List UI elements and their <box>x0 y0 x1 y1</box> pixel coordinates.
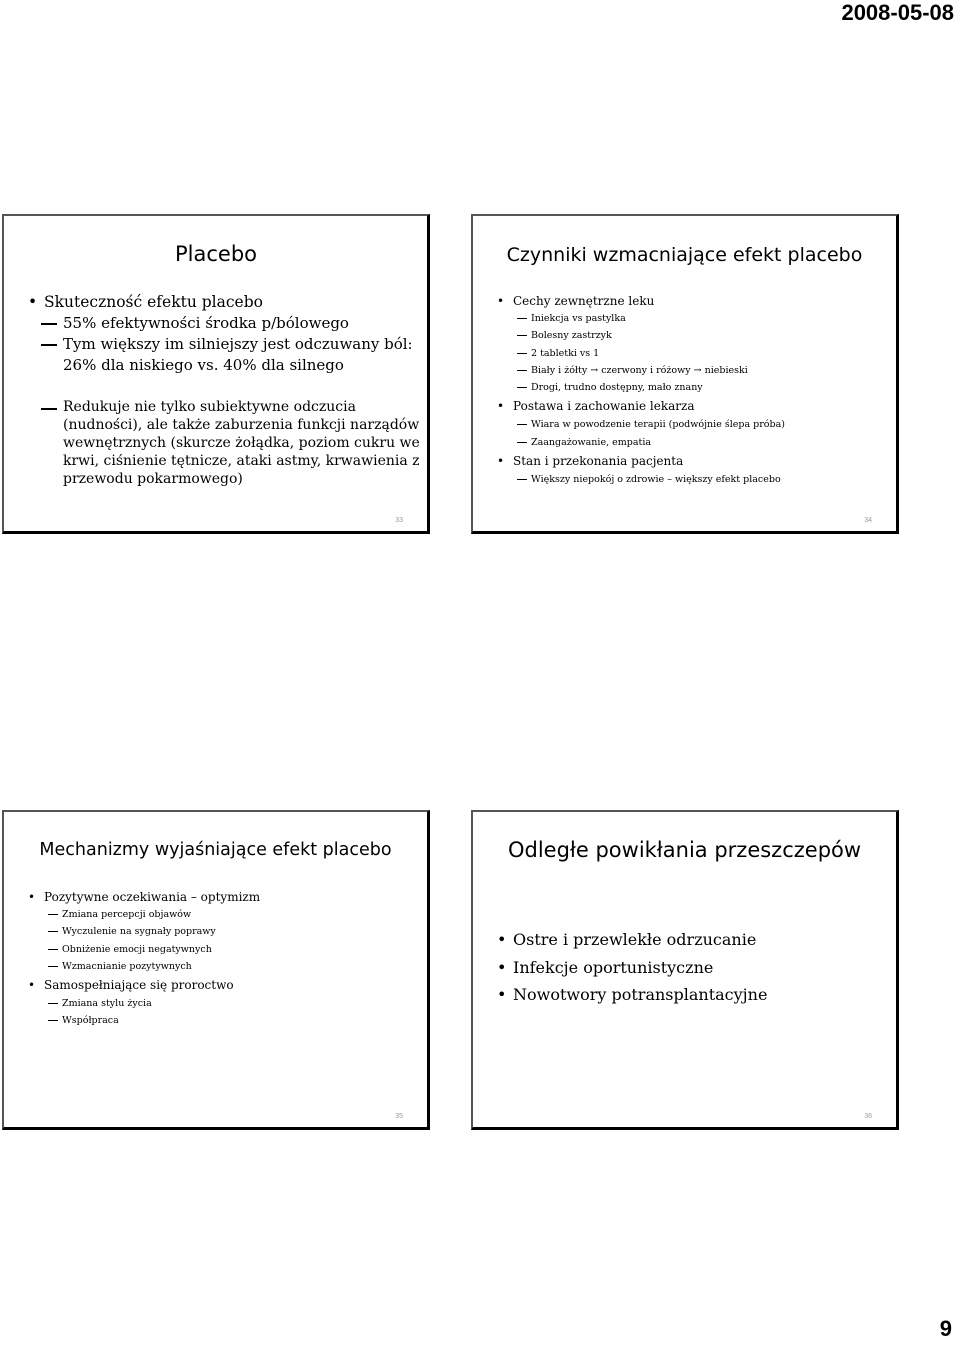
slide-title: Odległe powikłania przeszczepów <box>507 838 862 862</box>
sub-bullet <box>48 958 423 975</box>
sub-bullet <box>517 379 892 396</box>
sub-bullet <box>517 327 892 344</box>
sub-bullet <box>41 313 423 334</box>
sub-bullet <box>517 310 892 327</box>
slide-34 <box>471 214 899 534</box>
bullet: • Samospełniające się proroctwo <box>28 975 423 995</box>
bullet: • Pozytywne oczekiwania – optymizm <box>28 888 423 906</box>
bullet: • Ostre i przewlekłe odrzucanie <box>497 926 892 954</box>
sub-bullet-text: Biały i żółty → czerwony i różowy → niebieski <box>531 364 748 376</box>
slide-content <box>497 926 892 1009</box>
slide-content <box>28 888 423 1030</box>
slide-35 <box>2 810 430 1130</box>
sub-bullet <box>48 906 423 923</box>
bullet: • Cechy zewnętrzne leku <box>497 292 892 310</box>
slide-title: Mechanizmy wyjaśniające efekt placebo <box>39 840 392 860</box>
sub-bullet <box>48 995 423 1012</box>
sub-bullet <box>41 334 423 376</box>
sub-bullet-text: Iniekcja vs pastylka <box>531 313 626 324</box>
slide-content <box>497 292 892 488</box>
slide-title: Czynniki wzmacniające efekt placebo <box>506 244 863 266</box>
sub-bullet-text: Tym większy im silniejszy jest odczuwany ból: 26% dla niskiego vs. 40% dla silnego <box>63 335 413 374</box>
sub-bullet-text: Zmiana percepcji objawów <box>62 909 192 920</box>
sub-bullet-text: Redukuje nie tylko subiektywne odczucia (nudności), ale także zaburzenia funkcji narządów wewnętrznych (skurcze żołądka, poziom cukru we krwi, ciśnienie tętnicze, ataki astmy, krwawienia z przewodu pokarmowego) <box>63 399 420 487</box>
page-number: 9 <box>939 1316 952 1341</box>
slide-title: Placebo <box>174 242 257 266</box>
sub-bullet <box>517 416 892 433</box>
slide-number: 35 <box>395 1113 403 1120</box>
sub-bullet-text: Bolesny zastrzyk <box>531 330 612 342</box>
sub-bullet <box>41 398 423 488</box>
sub-bullet <box>517 362 892 379</box>
sub-bullet-text: Zaangażowanie, empatia <box>531 436 652 448</box>
sub-bullet <box>48 923 423 940</box>
sub-bullet-text: Współpraca <box>62 1015 119 1027</box>
sub-bullet-text: Drogi, trudno dostępny, mało znany <box>531 382 703 394</box>
sub-bullet <box>48 1012 423 1029</box>
page-date: 2008-05-08 <box>841 0 954 25</box>
sub-bullet <box>517 434 892 451</box>
bullet: • Nowotwory potransplantacyjne <box>497 981 892 1009</box>
sub-bullet <box>48 941 423 958</box>
bullet: • Stan i przekonania pacjenta <box>497 451 892 471</box>
slide-number: 33 <box>395 517 403 524</box>
bullet: • Postawa i zachowanie lekarza <box>497 396 892 416</box>
sub-bullet-text: 55% efektywności środka p/bólowego <box>63 314 349 332</box>
slide-number: 34 <box>864 517 872 524</box>
slide-number: 36 <box>864 1113 872 1120</box>
sub-bullet <box>517 471 892 488</box>
bullet: • Skuteczność efektu placebo <box>28 292 423 313</box>
slide-content <box>28 292 423 488</box>
sub-bullet-text: 2 tabletki vs 1 <box>531 347 600 359</box>
sub-bullet <box>517 345 892 362</box>
sub-bullet-text: Obniżenie emocji negatywnych <box>62 943 212 955</box>
sub-bullet-text: Większy niepokój o zdrowie – większy efekt placebo <box>531 474 781 486</box>
sub-bullet-text: Wiara w powodzenie terapii (podwójnie ślepa próba) <box>531 419 785 431</box>
sub-bullet-text: Wzmacnianie pozytywnych <box>62 960 192 972</box>
slide-33 <box>2 214 430 534</box>
slide-36 <box>471 810 899 1130</box>
bullet: • Infekcje oportunistyczne <box>497 954 892 982</box>
sub-bullet-text: Wyczulenie na sygnały poprawy <box>62 926 216 938</box>
sub-bullet-text: Zmiana stylu życia <box>62 998 152 1010</box>
